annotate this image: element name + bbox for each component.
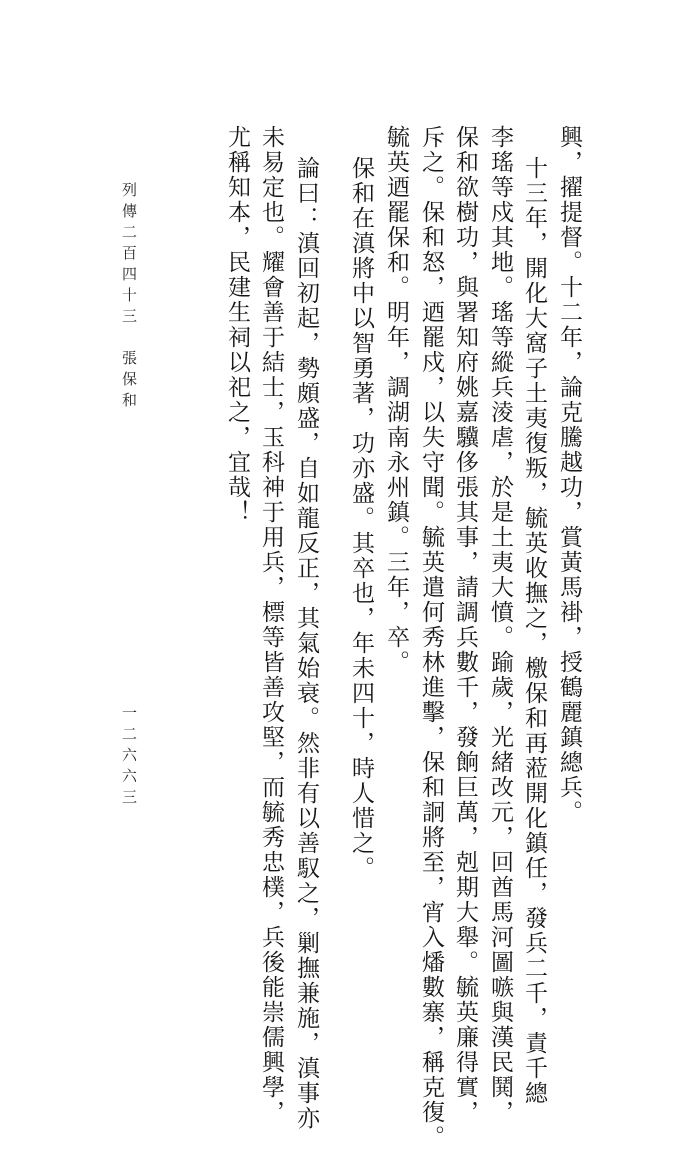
text-column-1: 興，擢提督。十二年，論克騰越功，賞黃馬褂，授鶴麗鎮總兵。	[556, 125, 582, 825]
text-column-3: 李瑤等戍其地。瑤等縱兵淩虐，於是土夷大憤。踰歲，光緒改元，回酋馬河圖嗾與漢民鬨，	[487, 125, 513, 1125]
text-column-2: 十三年，開化大窩子土夷復叛，毓英收撫之，檄保和再蒞開化鎮任，發兵二千，責千總	[521, 156, 547, 1106]
text-column-6: 毓英迺罷保和。明年，調湖南永州鎮。三年，卒。	[383, 125, 409, 675]
text-column-8: 論曰：滇回初起，勢頗盛，自如龍反正，其氣始衰。然非有以善馭之，剿撫兼施，滇事亦	[293, 156, 319, 1131]
text-column-10: 尤稱知本，民建生祠以祀之，宜哉！	[224, 125, 250, 525]
page-number: 一二六六三	[120, 705, 138, 810]
text-column-4: 保和欲樹功，與署知府姚嘉驥侈張其事，請調兵數千，發餉巨萬，剋期大舉。毓英廉得實，	[452, 125, 478, 1125]
text-column-7: 保和在滇將中以智勇著，功亦盛。其卒也，年未四十，時人惜之。	[348, 156, 374, 881]
text-column-9: 未易定也。耀會善于結士，玉科神于用兵，標等皆善攻堅，而毓秀忠樸，兵後能崇儒興學，	[258, 125, 284, 1125]
running-header: 列傳二百四十三 張保和	[120, 182, 138, 413]
text-column-5: 斥之。保和怒，迺罷戍，以失守聞。毓英遣何秀林進擊，保和詗將至，宵入燔數寨，稱克復。	[418, 125, 444, 1150]
